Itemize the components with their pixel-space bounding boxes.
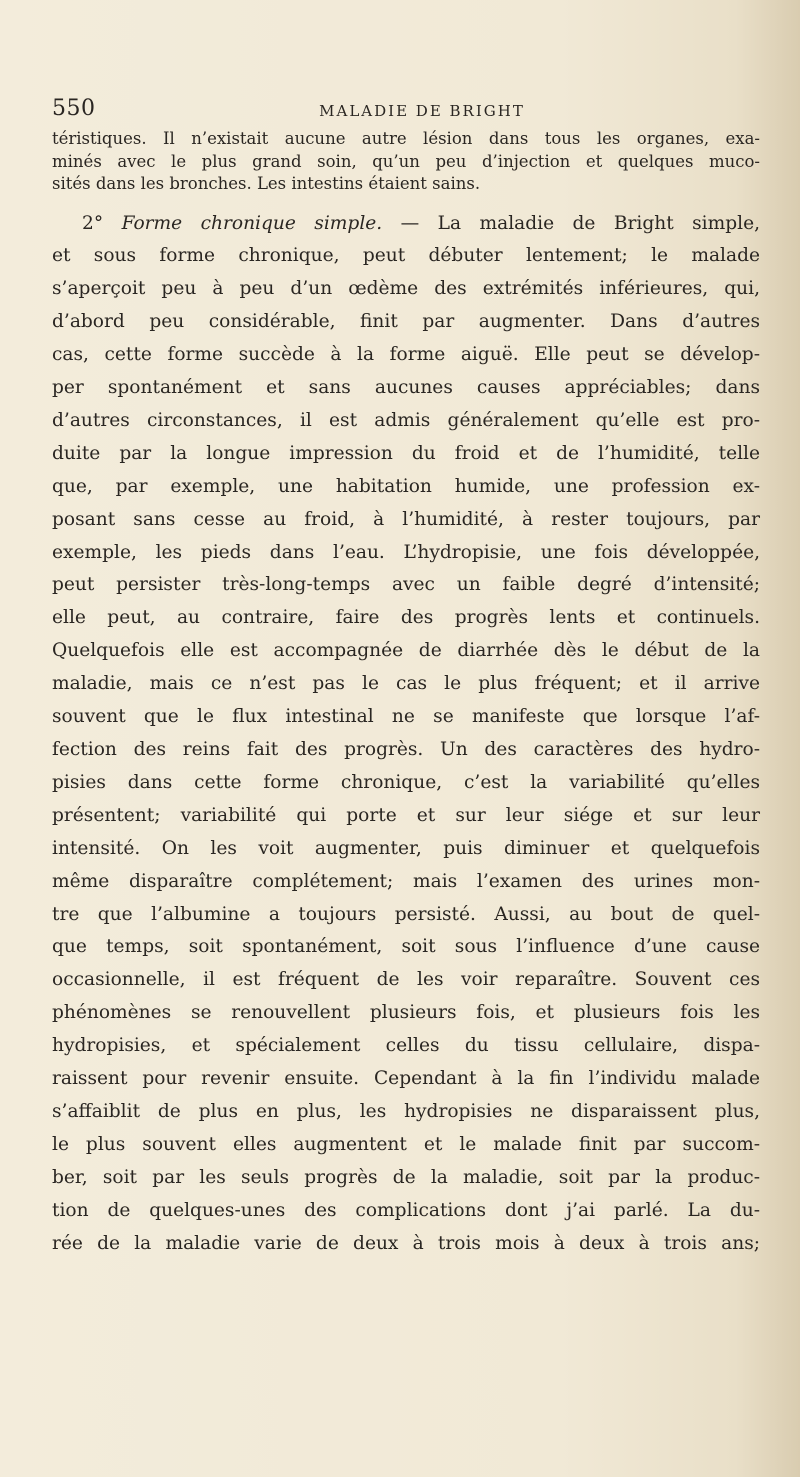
text-line: présentent; variabilité qui porte et sur leur siége et sur leur (52, 804, 760, 826)
text-line: elle peut, au contraire, faire des progrès lents et continuels. (52, 607, 760, 629)
section-paragraph (52, 208, 760, 1261)
section-title: Forme chronique simple. (121, 212, 383, 234)
text-line: Quelquefois elle est accompagnée de diarrhée dès le début de la (52, 640, 760, 662)
text-line: ber, soit par les seuls progrès de la maladie, soit par la produc- (52, 1166, 760, 1188)
text-line: raissent pour revenir ensuite. Cependant à la fin l’individu malade (52, 1068, 760, 1090)
text-line: le plus souvent elles augmentent et le malade finit par succom- (52, 1133, 760, 1155)
page-header (52, 94, 752, 124)
text-line: que, par exemple, une habitation humide, une profession ex- (52, 475, 760, 497)
text-line: et sous forme chronique, peut débuter lentement; le malade (52, 245, 760, 267)
text-line: cas, cette forme succède à la forme aiguë. Elle peut se dévelop- (52, 344, 760, 366)
text-line: fection des reins fait des progrès. Un des caractères des hydro- (52, 739, 760, 760)
text-line: téristiques. Il n’existait aucune autre lésion dans tous les organes, exa- (52, 129, 760, 148)
running-title: MALADIE DE BRIGHT (319, 102, 525, 120)
text-line: s’aperçoit peu à peu d’un œdème des extrémités inférieures, qui, (52, 278, 760, 300)
text-line: posant sans cesse au froid, à l’humidité, à rester toujours, par (52, 508, 760, 530)
text-line: que temps, soit spontanément, soit sous l’influence d’une cause (52, 936, 760, 958)
text-line: duite par la longue impression du froid et de l’humidité, telle (52, 442, 760, 464)
text-line: rée de la maladie varie de deux à trois mois à deux à trois ans; (52, 1232, 760, 1254)
text-line: per spontanément et sans aucunes causes appréciables; dans (52, 377, 760, 399)
text-line: tre que l’albumine a toujours persisté. Aussi, au bout de quel- (52, 903, 760, 925)
text-line: intensité. On les voit augmenter, puis diminuer et quelquefois (52, 837, 760, 859)
text-line: occasionnelle, il est fréquent de les voir reparaître. Souvent ces (52, 969, 760, 991)
text-line: peut persister très-long-temps avec un faible degré d’intensité; (52, 574, 760, 596)
text-line: phénomènes se renouvellent plusieurs fois, et plusieurs fois les (52, 1002, 760, 1024)
page-number: 550 (52, 96, 96, 121)
section-heading-line (52, 208, 760, 241)
text-line: tion de quelques-unes des complications dont j’ai parlé. La du- (52, 1199, 760, 1221)
text-line: d’abord peu considérable, finit par augmenter. Dans d’autres (52, 311, 760, 333)
text-line: d’autres circonstances, il est admis généralement qu’elle est pro- (52, 409, 760, 431)
text-line: sités dans les bronches. Les intestins étaient sains. (52, 174, 481, 193)
text-line: hydropisies, et spécialement celles du tissu cellulaire, dispa- (52, 1035, 760, 1057)
text-line: s’affaiblit de plus en plus, les hydropisies ne disparaissent plus, (52, 1100, 760, 1122)
text-line: pisies dans cette forme chronique, c’est la variabilité qu’elles (52, 771, 760, 793)
text-line: maladie, mais ce n’est pas le cas le plus fréquent; et il arrive (52, 673, 760, 695)
text-line: minés avec le plus grand soin, qu’un peu d’injection et quelques muco- (52, 151, 760, 171)
section-number: 2° (82, 212, 104, 234)
intro-paragraph (52, 128, 760, 196)
text-line: exemple, les pieds dans l’eau. L’hydropisie, une fois développée, (52, 541, 760, 563)
text-line: même disparaître complétement; mais l’examen des urines mon- (52, 870, 760, 892)
section-first-line-text: — La maladie de Bright simple, (382, 212, 760, 234)
page-body (52, 128, 760, 1261)
text-line: souvent que le flux intestinal ne se manifeste que lorsque l’af- (52, 706, 760, 728)
